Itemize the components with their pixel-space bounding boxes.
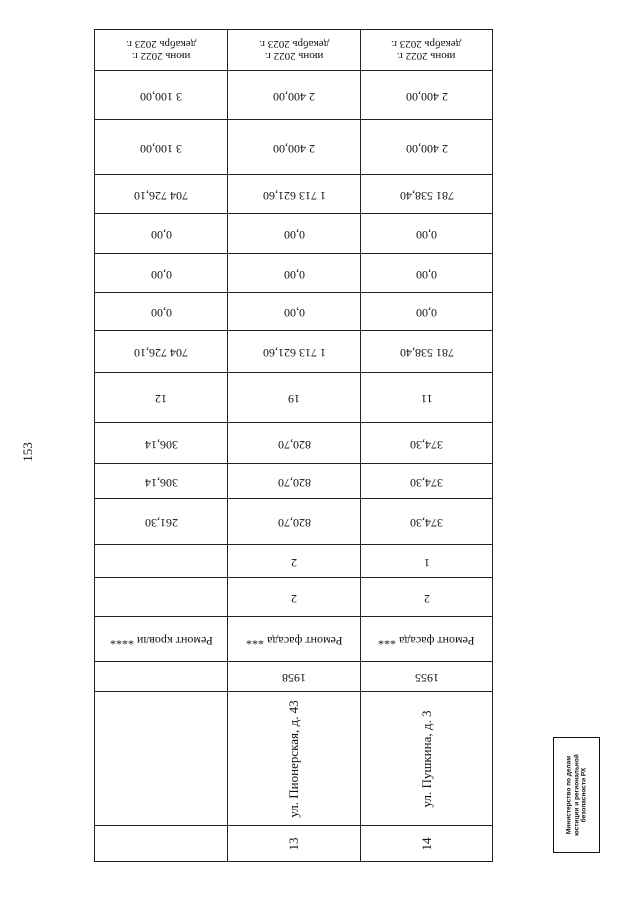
- cell-c9: [95, 423, 228, 464]
- row-c9: [95, 423, 493, 464]
- cell-text: 19: [288, 391, 300, 406]
- row-c16: [95, 120, 493, 175]
- cell-c13: [228, 254, 361, 293]
- cell-c17: [361, 71, 493, 120]
- cell-text: 781 538,40: [399, 345, 454, 360]
- row-c7: [95, 499, 493, 545]
- cell-wrap: [361, 692, 492, 825]
- cell-c7: [361, 499, 493, 545]
- row-address: [95, 692, 493, 826]
- cell-year: [228, 662, 361, 692]
- cell-work: [228, 617, 361, 662]
- cell-c15: [228, 175, 361, 214]
- cell-text: июнь 2022 г. декабрь 2023 г.: [391, 38, 462, 63]
- cell-text: 12: [155, 391, 167, 406]
- cell-year: [361, 662, 493, 692]
- cell-text: 261,30: [144, 515, 178, 530]
- cell-c14: [228, 214, 361, 254]
- cell-text: 3 100,00: [140, 141, 182, 156]
- cell-text: 2 400,00: [273, 141, 315, 156]
- cell-c11: [95, 331, 228, 373]
- cell-c14: [361, 214, 493, 254]
- cell-num: [95, 826, 228, 862]
- cell-text: 2 400,00: [405, 141, 448, 156]
- cell-wrap: [228, 826, 360, 861]
- cell-wrap: [95, 826, 227, 861]
- cell-text: 1 713 621,60: [262, 345, 326, 360]
- cell-c7: [95, 499, 228, 545]
- cell-c15: [95, 175, 228, 214]
- cell-c6: [361, 545, 493, 578]
- page-number: 153: [20, 442, 35, 462]
- cell-wrap: [228, 692, 360, 825]
- ministry-stamp: [553, 737, 600, 853]
- cell-text: 704 726,10: [134, 188, 188, 203]
- cell-c8: [228, 464, 361, 499]
- cell-c8: [361, 464, 493, 499]
- cell-c6: [95, 545, 228, 578]
- cell-period: [228, 30, 361, 71]
- stamp-text: Министерство по делам юстиции и региональной безопасности РХ: [565, 754, 588, 836]
- cell-text: 0,00: [150, 305, 172, 320]
- row-c17: [95, 71, 493, 120]
- cell-text: 1958: [282, 670, 306, 685]
- cell-text: 820,70: [277, 515, 311, 530]
- cell-c5: [228, 578, 361, 617]
- cell-address: [95, 692, 228, 826]
- cell-text: 0,00: [416, 267, 437, 282]
- cell-c11: [228, 331, 361, 373]
- cell-text: 781 538,40: [399, 188, 454, 203]
- cell-c12: [95, 293, 228, 331]
- cell-c9: [228, 423, 361, 464]
- cell-text: 0,00: [150, 267, 172, 282]
- cell-text: 374,30: [410, 515, 443, 530]
- cell-text: 2 400,00: [405, 89, 448, 104]
- cell-text: 374,30: [410, 437, 443, 452]
- cell-text: 0,00: [283, 227, 305, 242]
- row-c11: [95, 331, 493, 373]
- cell-text: 306,14: [144, 475, 178, 490]
- cell-text: 374,30: [410, 475, 443, 490]
- row-num: [95, 826, 493, 862]
- cell-c17: [228, 71, 361, 120]
- cell-text: 1: [423, 555, 430, 570]
- cell-c15: [361, 175, 493, 214]
- cell-text: 820,70: [277, 475, 311, 490]
- cell-text: июнь 2022 г. декабрь 2023 г.: [125, 38, 197, 63]
- cell-period: [361, 30, 493, 71]
- repair-schedule-table: [94, 29, 493, 862]
- cell-c7: [228, 499, 361, 545]
- cell-c10: [95, 373, 228, 423]
- cell-c11: [361, 331, 493, 373]
- cell-text: 0,00: [416, 227, 437, 242]
- cell-year: [95, 662, 228, 692]
- cell-c8: [95, 464, 228, 499]
- row-c13: [95, 254, 493, 293]
- cell-text: 2: [423, 591, 430, 606]
- cell-c16: [228, 120, 361, 175]
- cell-text: Ремонт фасада ***: [378, 633, 475, 648]
- cell-c10: [361, 373, 493, 423]
- cell-text: ул. Пушкина, д. 3: [418, 710, 434, 807]
- cell-text: 306,14: [144, 437, 178, 452]
- row-c15: [95, 175, 493, 214]
- cell-text: июнь 2022 г. декабрь 2023 г.: [258, 38, 330, 63]
- cell-text: 0,00: [416, 305, 437, 320]
- cell-text: 704 726,10: [134, 345, 188, 360]
- cell-c6: [228, 545, 361, 578]
- cell-text: 0,00: [283, 305, 305, 320]
- cell-c12: [361, 293, 493, 331]
- cell-text: 0,00: [283, 267, 305, 282]
- cell-c5: [361, 578, 493, 617]
- row-c10: [95, 373, 493, 423]
- cell-c10: [228, 373, 361, 423]
- cell-c16: [95, 120, 228, 175]
- cell-period: [95, 30, 228, 71]
- cell-address: [361, 692, 493, 826]
- cell-text: 2: [291, 591, 297, 606]
- cell-work: [361, 617, 493, 662]
- cell-c9: [361, 423, 493, 464]
- cell-text: 14: [418, 837, 434, 850]
- cell-text: ул. Пионерская, д. 43: [286, 699, 301, 818]
- cell-text: 820,70: [277, 437, 311, 452]
- cell-c17: [95, 71, 228, 120]
- cell-address: [228, 692, 361, 826]
- cell-text: 0,00: [150, 227, 172, 242]
- row-work: [95, 617, 493, 662]
- cell-c13: [95, 254, 228, 293]
- row-c12: [95, 293, 493, 331]
- cell-text: Ремонт фасада ***: [245, 633, 343, 648]
- cell-c14: [95, 214, 228, 254]
- row-year: [95, 662, 493, 692]
- row-period: [95, 30, 493, 71]
- cell-text: 1 713 621,60: [262, 188, 326, 203]
- cell-text: 2: [291, 555, 297, 570]
- cell-text: 2 400,00: [273, 89, 315, 104]
- cell-c13: [361, 254, 493, 293]
- row-c8: [95, 464, 493, 499]
- cell-text: 3 100,00: [140, 89, 182, 104]
- cell-c16: [361, 120, 493, 175]
- row-c14: [95, 214, 493, 254]
- cell-wrap: [95, 692, 227, 825]
- cell-text: Ремонт кровли ****: [109, 633, 213, 648]
- cell-wrap: [361, 826, 492, 861]
- cell-num: [361, 826, 493, 862]
- row-c6: [95, 545, 493, 578]
- cell-c12: [228, 293, 361, 331]
- row-c5: [95, 578, 493, 617]
- cell-text: 1955: [414, 670, 439, 685]
- cell-num: [228, 826, 361, 862]
- cell-text: 13: [286, 837, 301, 850]
- cell-text: 11: [420, 391, 433, 406]
- cell-c5: [95, 578, 228, 617]
- cell-work: [95, 617, 228, 662]
